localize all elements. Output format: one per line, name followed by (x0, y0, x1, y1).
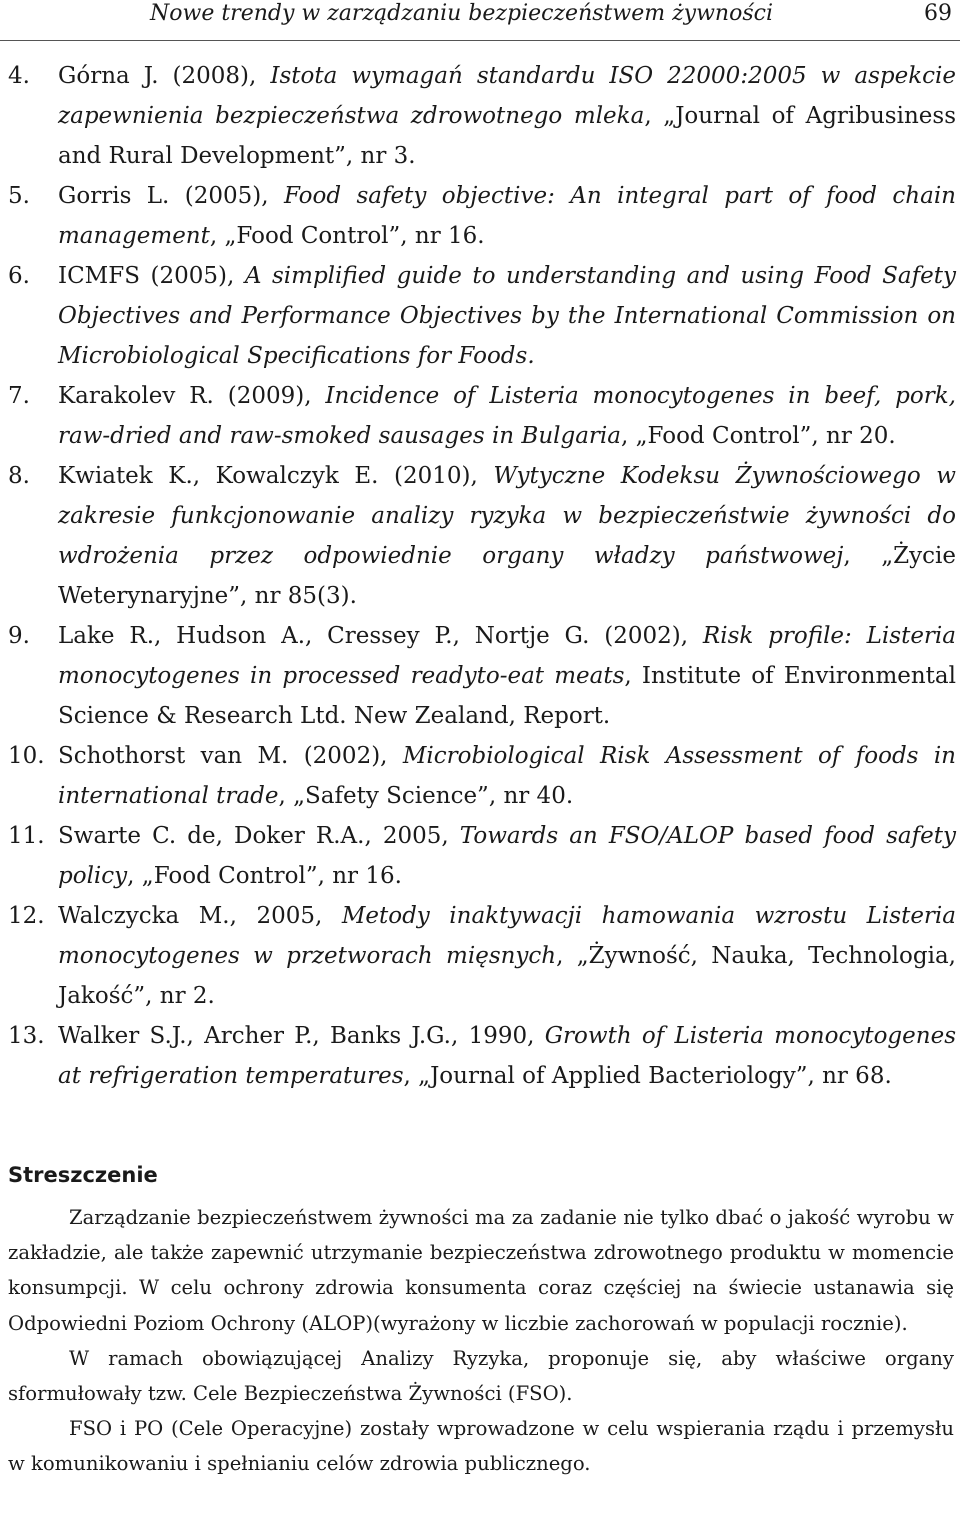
reference-number: 12. (8, 903, 45, 929)
reference-list (8, 56, 956, 1096)
reference-item (8, 896, 956, 1016)
reference-item (8, 376, 956, 456)
abstract-section (8, 1160, 954, 1482)
abstract-paragraph: FSO i PO (Cele Operacyjne) zostały wprowadzone w celu wspierania rządu i przemysłu w komunikowaniu i spełnianiu celów zdrowia publicznego. (8, 1417, 954, 1476)
abstract-paragraph: Zarządzanie bezpieczeństwem żywności ma za zadanie nie tylko dbać o jakość wyrobu w zakładzie, ale także zapewnić utrzymanie bezpieczeństwa zdrowotnego produktu w momencie konsumpcji. W celu ochrony zdrowia konsumenta coraz częściej na świecie ustanawia się Odpowiedni Poziom Ochrony (ALOP)(wyrażony w liczbie zachorowań w populacji rocznie). (8, 1206, 954, 1335)
reference-source: , „Food Control”, nr 20. (621, 423, 896, 449)
reference-authors: Karakolev R. (2009), (58, 383, 326, 409)
reference-text (58, 456, 956, 616)
reference-title: Towards an FSO/ALOP based food safety policy (58, 823, 956, 889)
reference-source: , „Żywność, Nauka, Technologia, Jakość”, nr 2. (58, 943, 956, 1009)
reference-text (58, 376, 956, 456)
reference-title: Wytyczne Kodeksu Żywnościowego w zakresie funkcjonowanie analizy ryzyka w bezpieczeństwie żywności do wdrożenia przez odpowiednie organy władzy państwowej (58, 463, 956, 569)
reference-item (8, 736, 956, 816)
reference-authors: Walczycka M., 2005, (58, 903, 342, 929)
reference-number: 6. (8, 263, 30, 289)
running-header (0, 0, 960, 41)
reference-text (58, 1016, 956, 1096)
reference-authors: Swarte C. de, Doker R.A., 2005, (58, 823, 460, 849)
reference-title: Risk profile: Listeria monocytogenes in processed readyto-eat meats (58, 623, 956, 689)
reference-source: , „Życie Weterynaryjne”, nr 85(3). (58, 543, 956, 609)
reference-text (58, 816, 956, 896)
reference-authors: Walker S.J., Archer P., Banks J.G., 1990, (58, 1023, 545, 1049)
reference-item (8, 1016, 956, 1096)
reference-authors: Lake R., Hudson A., Cressey P., Nortje G. (2002), (58, 623, 703, 649)
reference-source: , „Food Control”, nr 16. (209, 223, 485, 249)
reference-number: 4. (8, 63, 30, 89)
reference-item (8, 56, 956, 176)
reference-title: Metody inaktywacji hamowania wzrostu Listeria monocytogenes w przetworach mięsnych (58, 903, 956, 969)
header-title: Nowe trendy w zarządzaniu bezpieczeństwem żywności (150, 1, 773, 26)
reference-item (8, 616, 956, 736)
reference-text (58, 896, 956, 1016)
reference-source: , „Safety Science”, nr 40. (278, 783, 574, 809)
reference-title: A simplified guide to understanding and using Food Safety Objectives and Performance Objectives by the International Commission on Microbiological Specifications for Foods. (58, 263, 956, 369)
abstract-paragraph: W ramach obowiązującej Analizy Ryzyka, proponuje się, aby właściwe organy sformułowały tzw. Cele Bezpieczeństwa Żywności (FSO). (8, 1346, 954, 1406)
reference-number: 8. (8, 463, 30, 489)
reference-authors: Górna J. (2008), (58, 63, 271, 89)
reference-item (8, 816, 956, 896)
reference-item (8, 256, 956, 376)
page-number: 69 (924, 1, 952, 26)
reference-number: 5. (8, 183, 30, 209)
reference-text (58, 256, 956, 376)
reference-item (8, 456, 956, 616)
reference-authors: ICMFS (2005), (58, 263, 245, 289)
reference-number: 10. (8, 743, 45, 769)
reference-number: 9. (8, 623, 30, 649)
reference-source: , „Food Control”, nr 16. (127, 863, 402, 889)
reference-title: Incidence of Listeria monocytogenes in beef, pork, raw-dried and raw-smoked sausages in Bulgaria (58, 383, 956, 449)
reference-item (8, 176, 956, 256)
reference-text (58, 176, 956, 256)
reference-number: 13. (8, 1023, 45, 1049)
reference-text (58, 736, 956, 816)
reference-title: Food safety objective: An integral part of food chain management (58, 183, 956, 249)
reference-text (58, 56, 956, 176)
reference-authors: Gorris L. (2005), (58, 183, 284, 209)
reference-authors: Schothorst van M. (2002), (58, 743, 403, 769)
reference-title: Microbiological Risk Assessment of foods in international trade (58, 743, 956, 809)
reference-text (58, 616, 956, 736)
reference-source: , „Journal of Agribusiness and Rural Development”, nr 3. (58, 103, 956, 169)
reference-title: Istota wymagań standardu ISO 22000:2005 w aspekcie zapewnienia bezpieczeństwa zdrowotnego mleka (58, 63, 956, 129)
reference-source: , „Journal of Applied Bacteriology”, nr 68. (403, 1063, 892, 1089)
abstract-heading: Streszczenie (8, 1163, 158, 1187)
reference-source: , Institute of Environmental Science & Research Ltd. New Zealand, Report. (58, 663, 956, 729)
reference-title: Growth of Listeria monocytogenes at refrigeration temperatures (58, 1023, 956, 1089)
reference-number: 11. (8, 823, 45, 849)
reference-authors: Kwiatek K., Kowalczyk E. (2010), (58, 463, 494, 489)
reference-number: 7. (8, 383, 30, 409)
